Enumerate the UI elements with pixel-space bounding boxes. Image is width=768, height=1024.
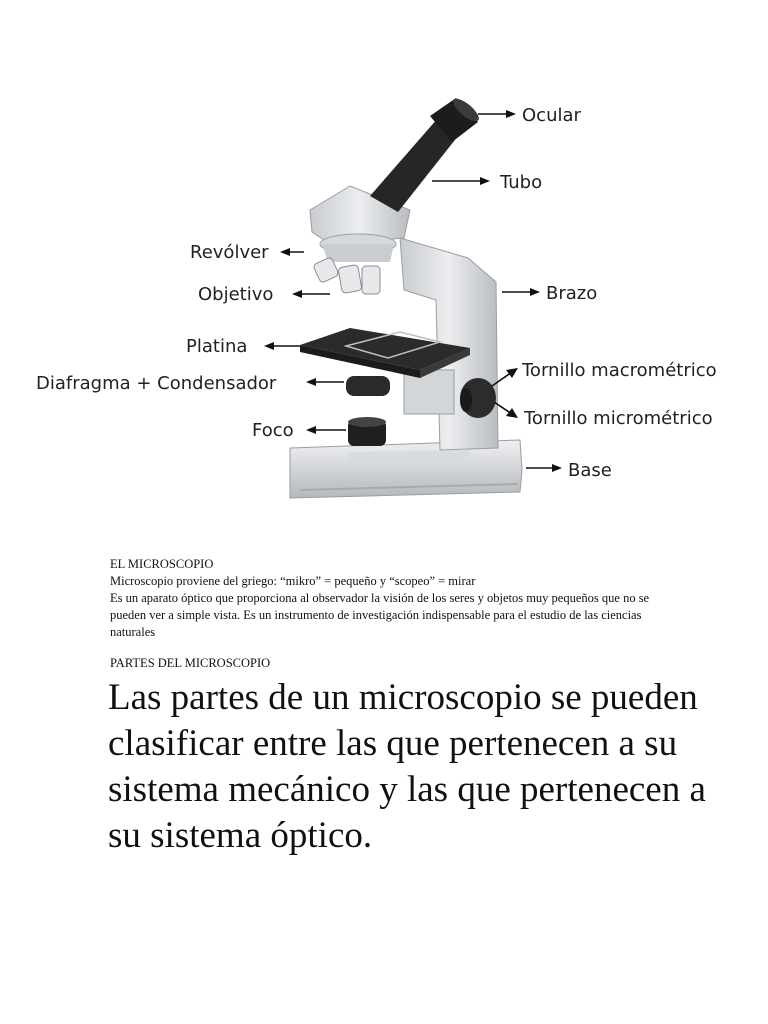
label-brazo: Brazo — [546, 283, 598, 304]
label-objetivo: Objetivo — [198, 284, 274, 305]
label-ocular: Ocular — [522, 105, 581, 126]
label-foco: Foco — [252, 420, 294, 441]
label-tornillo-macro: Tornillo macrométrico — [522, 360, 717, 381]
label-tornillo-micro: Tornillo micrométrico — [524, 408, 713, 429]
label-revolver: Revólver — [190, 242, 269, 263]
label-diafragma: Diafragma + Condensador — [36, 373, 277, 394]
section-heading-partes: PARTES DEL MICROSCOPIO — [110, 656, 271, 670]
label-tubo: Tubo — [500, 172, 543, 193]
parts-classification-text: Las partes de un microscopio se pueden clasificar entre las que pertenecen a su sistema mecánico y las que pertenecen a su sistema óptico. — [108, 677, 706, 856]
definition-text: Es un aparato óptico que proporciona al observador la visión de los seres y objetos muy pequeños que no se pueden ver a simple vista. Es un instrumento de investigación indispensable para el estudio de las ciencias naturales — [110, 591, 650, 639]
etymology-text: Microscopio proviene del griego: “mikro” = pequeño y “scopeo” = mirar — [110, 574, 476, 588]
section-heading-el-microscopio: EL MICROSCOPIO — [110, 557, 214, 571]
label-base: Base — [568, 460, 612, 481]
microscope-illustration — [290, 95, 522, 498]
label-platina: Platina — [186, 336, 248, 357]
